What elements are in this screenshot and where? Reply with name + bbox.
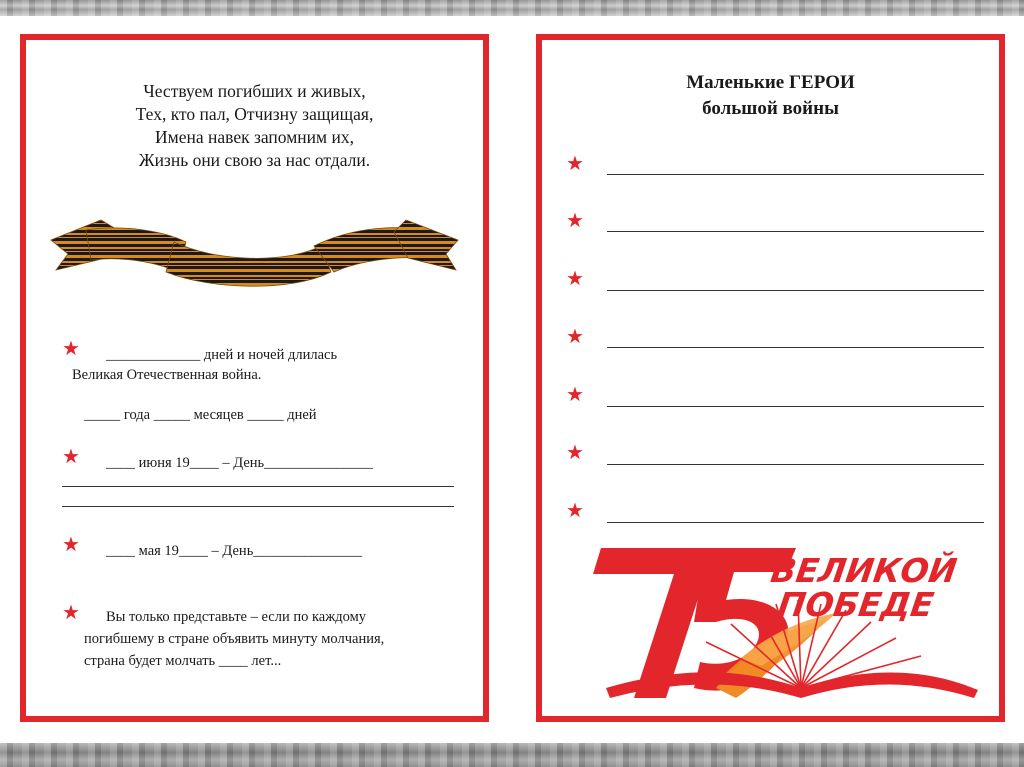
- hero-name-line[interactable]: [607, 464, 984, 465]
- hero-name-line[interactable]: [607, 174, 984, 175]
- hero-name-line[interactable]: [607, 231, 984, 232]
- title-line-1: Маленькие ГЕРОИ: [686, 72, 855, 93]
- q4-line3: страна будет молчать ____ лет...: [84, 653, 282, 669]
- hero-name-line[interactable]: [607, 290, 984, 291]
- q2-text: ____ июня 19____ – День__: [106, 455, 279, 471]
- logo-text-line-2: ПОБЕДЕ: [775, 585, 937, 624]
- poem-line: Чествуем погибших и живых,: [143, 81, 366, 101]
- red-star-icon: ★: [62, 444, 80, 468]
- q4-line2: погибшему в стране объявить минуту молчания,: [84, 631, 385, 647]
- hero-name-line[interactable]: [607, 522, 984, 523]
- q3-line1: [106, 542, 362, 561]
- poem-line: Имена навек запомним их,: [155, 127, 354, 147]
- red-star-icon: ★: [566, 382, 584, 406]
- right-page: [536, 34, 1005, 722]
- background-texture-bottom: [0, 743, 1024, 767]
- red-star-icon: ★: [62, 532, 80, 556]
- red-star-icon: ★: [566, 440, 584, 464]
- answer-line[interactable]: [62, 506, 454, 507]
- blank-field[interactable]: _____________: [106, 347, 201, 363]
- poem-line: Тех, кто пал, Отчизну защищая,: [135, 104, 374, 124]
- blank-field[interactable]: _____________: [278, 455, 373, 471]
- left-page: [20, 34, 489, 722]
- victory-75-logo: [566, 538, 986, 708]
- q2-line1: [106, 454, 373, 473]
- st-george-ribbon-icon: [46, 210, 466, 290]
- red-star-icon: ★: [566, 151, 584, 175]
- logo-text-line-1: ВЕЛИКОЙ: [768, 551, 960, 590]
- hero-name-line[interactable]: [607, 347, 984, 348]
- red-star-icon: ★: [566, 208, 584, 232]
- q1-line3: _____ года _____ месяцев _____ дней: [84, 407, 317, 423]
- q3-text: ____ мая 19____ – День__: [106, 543, 268, 559]
- background-texture-top: [0, 0, 1024, 16]
- red-star-icon: ★: [62, 336, 80, 360]
- red-star-icon: ★: [566, 498, 584, 522]
- q1-line2: Великая Отечественная война.: [72, 367, 262, 383]
- poem-line: Жизнь они свою за нас отдали.: [138, 150, 371, 170]
- page-title: [542, 70, 999, 122]
- red-star-icon: ★: [566, 266, 584, 290]
- red-star-icon: ★: [62, 600, 80, 624]
- hero-name-line[interactable]: [607, 406, 984, 407]
- answer-line[interactable]: [62, 486, 454, 487]
- q4-line1: Вы только представьте – если по каждому: [106, 609, 367, 625]
- red-star-icon: ★: [566, 324, 584, 348]
- q1-text: дней и ночей длилась: [203, 347, 338, 363]
- q1-line1: [106, 346, 337, 365]
- title-line-2: большой войны: [702, 98, 839, 119]
- poem: [26, 80, 483, 172]
- blank-field[interactable]: _____________: [267, 543, 363, 559]
